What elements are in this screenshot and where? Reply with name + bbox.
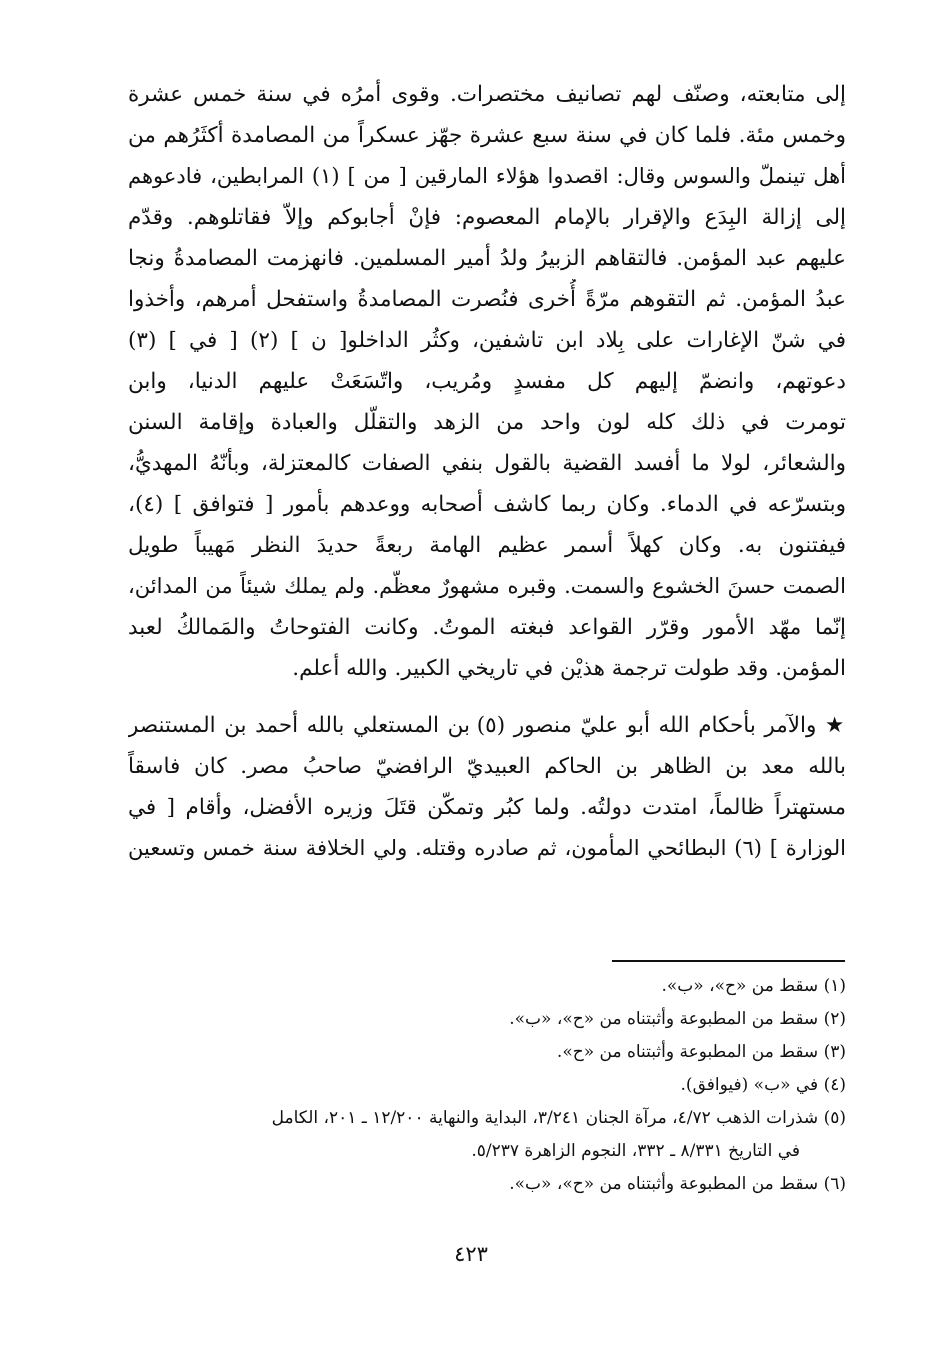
footnote-2: (٢) سقط من المطبوعة وأثبتناه من «ح»، «ب». <box>509 1009 846 1029</box>
text-line: بالله معد بن الظاهر بن الحاكم العبيديّ الرافضيّ صاحبُ مصر. كان فاسقاً <box>128 754 846 779</box>
footnote-3: (٣) سقط من المطبوعة وأثبتناه من «ح». <box>556 1042 846 1062</box>
text-line: في شنّ الإغارات على بِلاد ابن تاشفين، وكثُر الداخلو[ ن ] (٢) [ في ] (٣) <box>128 328 846 353</box>
footnote-5: (٥) شذرات الذهب ٤/٧٢، مرآة الجنان ٣/٢٤١، البداية والنهاية ١٢/٢٠٠ ـ ٢٠١، الكامل <box>271 1108 846 1128</box>
text-line: فيفتنون به. وكان كهلاً أسمر عظيم الهامة ربعةً حديدَ النظر مَهيباً طويل <box>128 533 846 558</box>
text-line: والشعائر، لولا ما أفسد القضية بالقول بنفي الصفات كالمعتزلة، وبأنّهُ المهديُّ، <box>128 451 846 476</box>
text-line: ★ والآمر بأحكام الله أبو عليّ منصور (٥) بن المستعلي بالله أحمد بن المستنصر <box>128 713 846 738</box>
text-line: دعوتهم، وانضمّ إليهم كل مفسدٍ ومُريب، واتّسَعَتْ عليهم الدنيا، وابن <box>128 369 846 394</box>
text-line: تومرت في ذلك كله لون واحد من الزهد والتقلّل والعبادة وإقامة السنن <box>128 410 846 435</box>
text-line: وخمس مئة. فلما كان في سنة سبع عشرة جهّز عسكراً من المصامدة أكثَرُهم من <box>128 123 846 148</box>
text-line: عليهم عبد المؤمن. فالتقاهم الزبيرُ ولدُ أمير المسلمين. فانهزمت المصامدةُ ونجا <box>128 246 846 271</box>
footnote-separator <box>612 960 845 962</box>
footnote-5-continued: في التاريخ ٨/٣٣١ ـ ٣٣٢، النجوم الزاهرة ٥/٢٣٧. <box>471 1141 800 1161</box>
paragraph-al-amir <box>128 705 846 869</box>
page-number: ٤٢٣ <box>454 1242 488 1266</box>
paragraph-ibn-tumart <box>128 74 846 689</box>
footnotes <box>128 970 846 1201</box>
footnote-4: (٤) في «ب» (فيوافق). <box>680 1075 846 1095</box>
text-line: الصمت حسنَ الخشوع والسمت. وقبره مشهورٌ معظّم. ولم يملك شيئاً من المدائن، <box>128 574 846 598</box>
text-line: المؤمن. وقد طولت ترجمة هذيْن في تاريخي الكبير. والله أعلم. <box>292 656 846 681</box>
footnote-1: (١) سقط من «ح»، «ب». <box>661 976 846 996</box>
footnote-6: (٦) سقط من المطبوعة وأثبتناه من «ح»، «ب». <box>509 1174 846 1194</box>
text-line: مستهتراً ظالماً، امتدت دولتُه. ولما كبُر وتمكّن قتَلَ وزيره الأفضل، وأقام [ في <box>128 795 846 820</box>
text-line: أهل تينملّ والسوس وقال: اقصدوا هؤلاء المارقين [ من ] (١) المرابطين، فادعوهم <box>128 164 846 188</box>
text-line: إلى متابعته، وصنّف لهم تصانيف مختصرات. وقوى أمرُه في سنة خمس عشرة <box>128 82 846 107</box>
text-line: الوزارة ] (٦) البطائحي المأمون، ثم صادره وقتله. ولي الخلافة سنة خمس وتسعين <box>128 836 846 860</box>
text-line: عبدُ المؤمن. ثم التقوهم مرّةً أُخرى فنُصرت المصامدةُ واستفحل أمرهم، وأخذوا <box>128 287 846 312</box>
text-line: إلى إزالة البِدَع والإقرار بالإمام المعصوم: فإنْ أجابوكم وإلاّ فقاتلوهم. وقدّم <box>128 205 846 230</box>
text-line: إنّما مهّد الأمور وقرّر القواعد فبغته الموتُ. وكانت الفتوحاتُ والمَمالكُ لعبد <box>128 615 846 640</box>
text-line: وبتسرّعه في الدماء. وكان ربما كاشف أصحابه ووعدهم بأمور [ فتوافق ] (٤)، <box>128 492 846 517</box>
main-text <box>128 74 846 869</box>
